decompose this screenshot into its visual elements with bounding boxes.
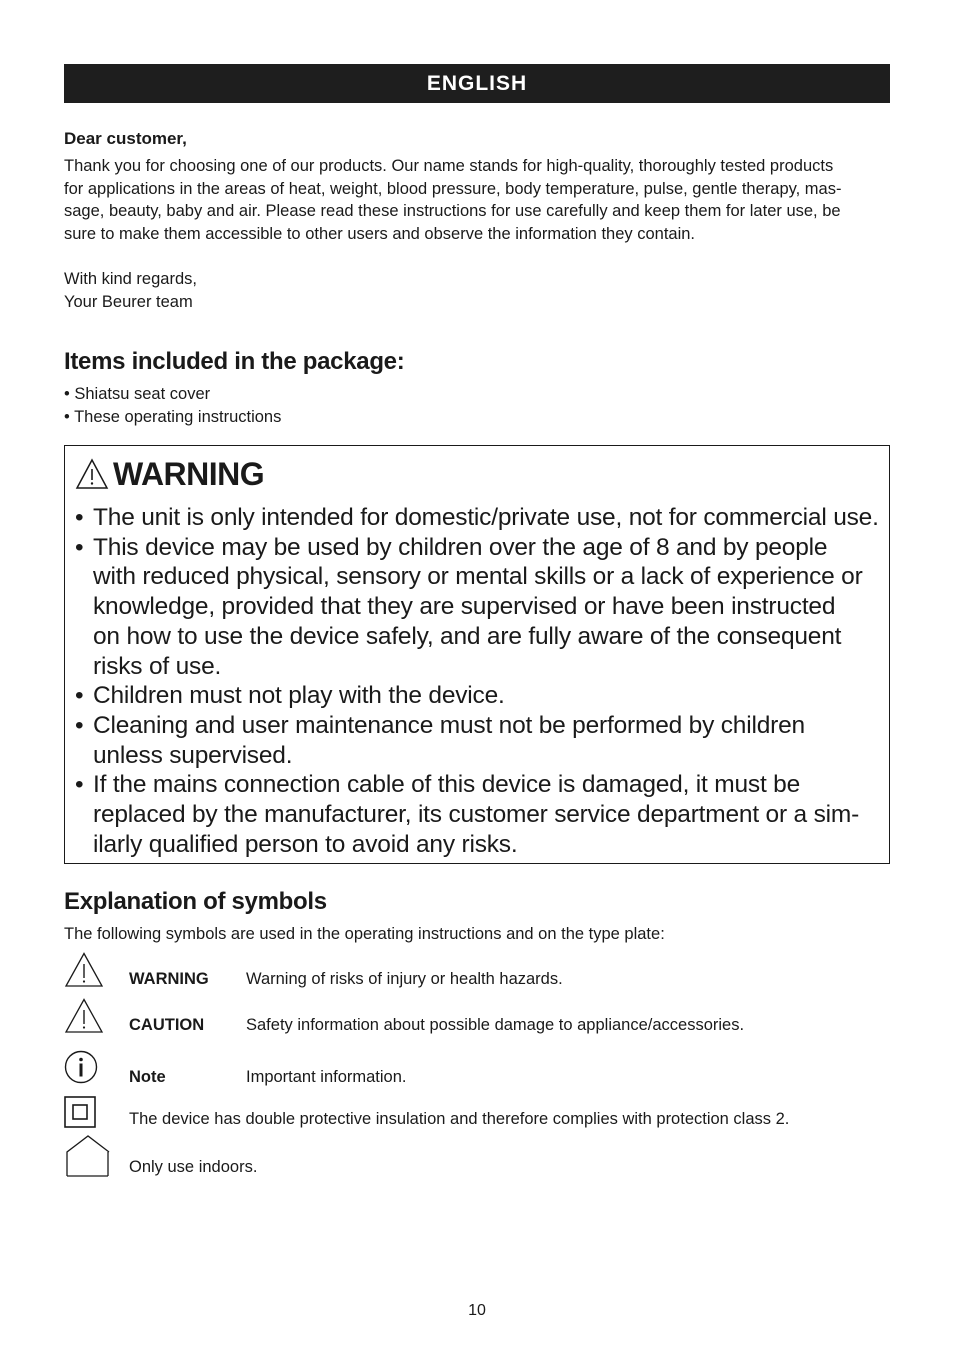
intro-paragraph bbox=[64, 155, 890, 245]
symbol-label: Note bbox=[129, 1068, 166, 1087]
symbol-label: WARNING bbox=[129, 970, 209, 989]
warning-item bbox=[75, 533, 881, 682]
warning-triangle-icon bbox=[75, 458, 109, 490]
warning-item bbox=[75, 681, 881, 711]
info-icon bbox=[64, 1050, 98, 1084]
warning-line: on how to use the device safely, and are fully aware of the consequent bbox=[93, 622, 842, 650]
warning-list bbox=[75, 503, 881, 859]
symbols-list bbox=[64, 944, 890, 1184]
symbol-label: CAUTION bbox=[129, 1016, 205, 1035]
intro-line: sage, beauty, baby and air. Please read these instructions for use carefully and keep them for later use, be bbox=[64, 202, 841, 220]
greeting: Dear customer, bbox=[64, 129, 187, 148]
warning-line: knowledge, provided that they are supervised or have been instructed bbox=[93, 593, 836, 621]
page-number: 10 bbox=[468, 1302, 486, 1319]
language-label: ENGLISH bbox=[426, 71, 528, 95]
warning-box bbox=[64, 445, 890, 864]
warning-line: • Cleaning and user maintenance must not be performed by children bbox=[93, 711, 805, 739]
warning-header bbox=[75, 454, 881, 494]
warning-line: with reduced physical, sensory or mental skills or a lack of experience or bbox=[93, 563, 863, 591]
warning-item bbox=[75, 711, 881, 770]
warning-line: • Children must not play with the device. bbox=[93, 682, 505, 710]
warning-triangle-icon bbox=[64, 952, 104, 988]
package-heading: Items included in the package: bbox=[64, 348, 405, 375]
double-insulation-icon bbox=[64, 1096, 98, 1128]
symbols-intro: The following symbols are used in the operating instructions and on the type plate: bbox=[64, 925, 665, 944]
symbols-heading: Explanation of symbols bbox=[64, 888, 327, 916]
symbol-description: The device has double protective insulation and therefore complies with protection class 2. bbox=[129, 1110, 790, 1129]
warning-line: ilarly qualified person to avoid any risks. bbox=[93, 830, 518, 858]
warning-line: • If the mains connection cable of this device is damaged, it must be bbox=[93, 771, 801, 799]
regards bbox=[64, 268, 890, 313]
warning-title: WARNING bbox=[113, 455, 265, 492]
package-item: • These operating instructions bbox=[64, 406, 890, 429]
symbol-description: Warning of risks of injury or health hazards. bbox=[246, 970, 563, 989]
package-item: • Shiatsu seat cover bbox=[64, 383, 890, 406]
warning-line: unless supervised. bbox=[93, 741, 293, 769]
warning-item bbox=[75, 770, 881, 859]
language-header bbox=[64, 64, 890, 103]
regards-line: With kind regards, bbox=[64, 270, 197, 288]
intro-line: sure to make them accessible to other users and observe the information they contain. bbox=[64, 224, 696, 243]
regards-signature: Your Beurer team bbox=[64, 292, 193, 311]
warning-item bbox=[75, 503, 881, 533]
symbol-description: Important information. bbox=[246, 1068, 407, 1087]
intro-line: Thank you for choosing one of our products. Our name stands for high-quality, thoroughly tested products bbox=[64, 157, 834, 175]
symbol-description: Only use indoors. bbox=[129, 1158, 258, 1177]
warning-line: • This device may be used by children over the age of 8 and by people bbox=[93, 533, 828, 561]
indoor-house-icon bbox=[64, 1134, 110, 1178]
intro-line: for applications in the areas of heat, weight, blood pressure, body temperature, pulse, gentle therapy, mas- bbox=[64, 179, 842, 198]
manual-page bbox=[64, 64, 890, 1184]
warning-line: • The unit is only intended for domestic/private use, not for commercial use. bbox=[93, 504, 879, 531]
warning-line: replaced by the manufacturer, its customer service department or a sim- bbox=[93, 801, 860, 829]
caution-triangle-icon bbox=[64, 998, 104, 1034]
warning-line: risks of use. bbox=[93, 652, 222, 680]
package-list bbox=[64, 383, 890, 429]
symbol-description: Safety information about possible damage to appliance/accessories. bbox=[246, 1016, 745, 1035]
